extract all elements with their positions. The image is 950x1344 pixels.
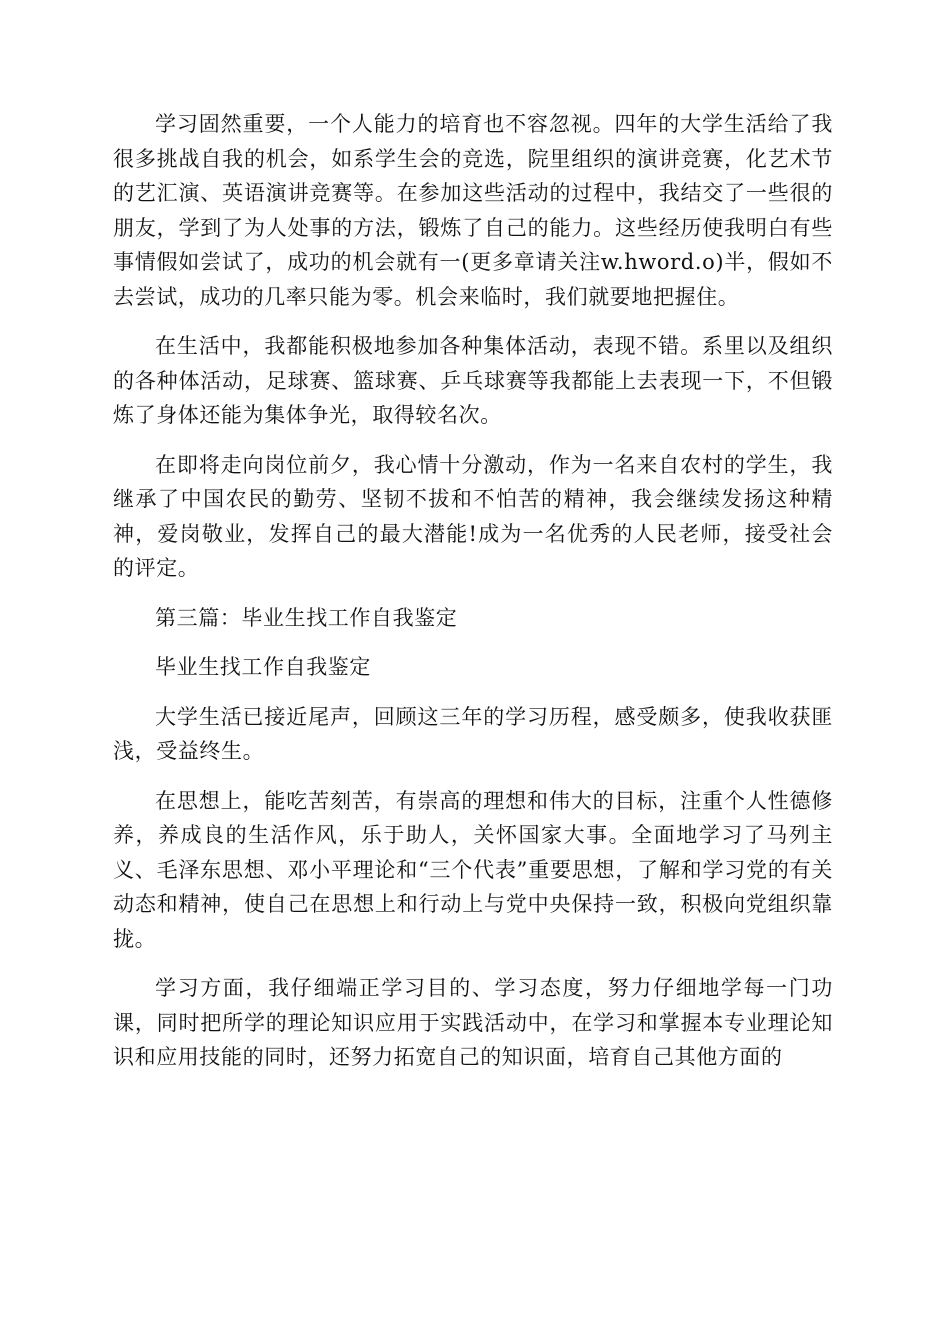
paragraph-career: 在即将走向岗位前夕，我心情十分激动，作为一名来自农村的学生，我继承了中国农民的勤劳、坚韧不拔和不怕苦的精神，我会继续发扬这种精神，爱岗敬业，发挥自己的最大潜能!成为一名优秀的人民老师，接受社会的评定。 — [113, 452, 833, 580]
paragraph-study: 学习方面，我仔细端正学习目的、学习态度，努力仔细地学每一门功课，同时把所学的理论知识应用于实践活动中，在学习和掌握本专业理论知识和应用技能的同时，还努力拓宽自己的知识面，培育自己其他方面的 — [113, 976, 833, 1069]
paragraph-review: 大学生活已接近尾声，回顾这三年的学习历程，感受颇多，使我收获匪浅，受益终生。 — [113, 704, 833, 763]
section-heading: 第三篇：毕业生找工作自我鉴定 — [155, 605, 458, 630]
section-subtitle: 毕业生找工作自我鉴定 — [155, 655, 371, 679]
paragraph-ability: 学习固然重要，一个人能力的培育也不容忽视。四年的大学生活给了我很多挑战自我的机会，如系学生会的竞选，院里组织的演讲竞赛，化艺术节的艺汇演、英语演讲竞赛等。在参加这些活动的过程中，我结交了一些很的朋友，学到了为人处事的方法，锻炼了自己的能力。这些经历使我明白有些事情假如尝试了，成功的机会就有一(更多章请关注w.hword.o)半，假如不去尝试，成功的几率只能为零。机会来临时，我们就要地把握住。 — [113, 112, 833, 309]
paragraph-thought: 在思想上，能吃苦刻苦，有崇高的理想和伟大的目标，注重个人性德修养，养成良的生活作风，乐于助人，关怀国家大事。全面地学习了马列主义、毛泽东思想、邓小平理论和“三个代表”重要思想，了解和学习党的有关动态和精神，使自己在思想上和行动上与党中央保持一致，积极向党组织靠拢。 — [113, 788, 833, 951]
document-page — [113, 107, 833, 1090]
paragraph-life: 在生活中，我都能积极地参加各种集体活动，表现不错。系里以及组织的各种体活动，足球赛、篮球赛、乒乓球赛等我都能上去表现一下，不但锻炼了身体还能为集体争光，取得较名次。 — [113, 334, 833, 427]
